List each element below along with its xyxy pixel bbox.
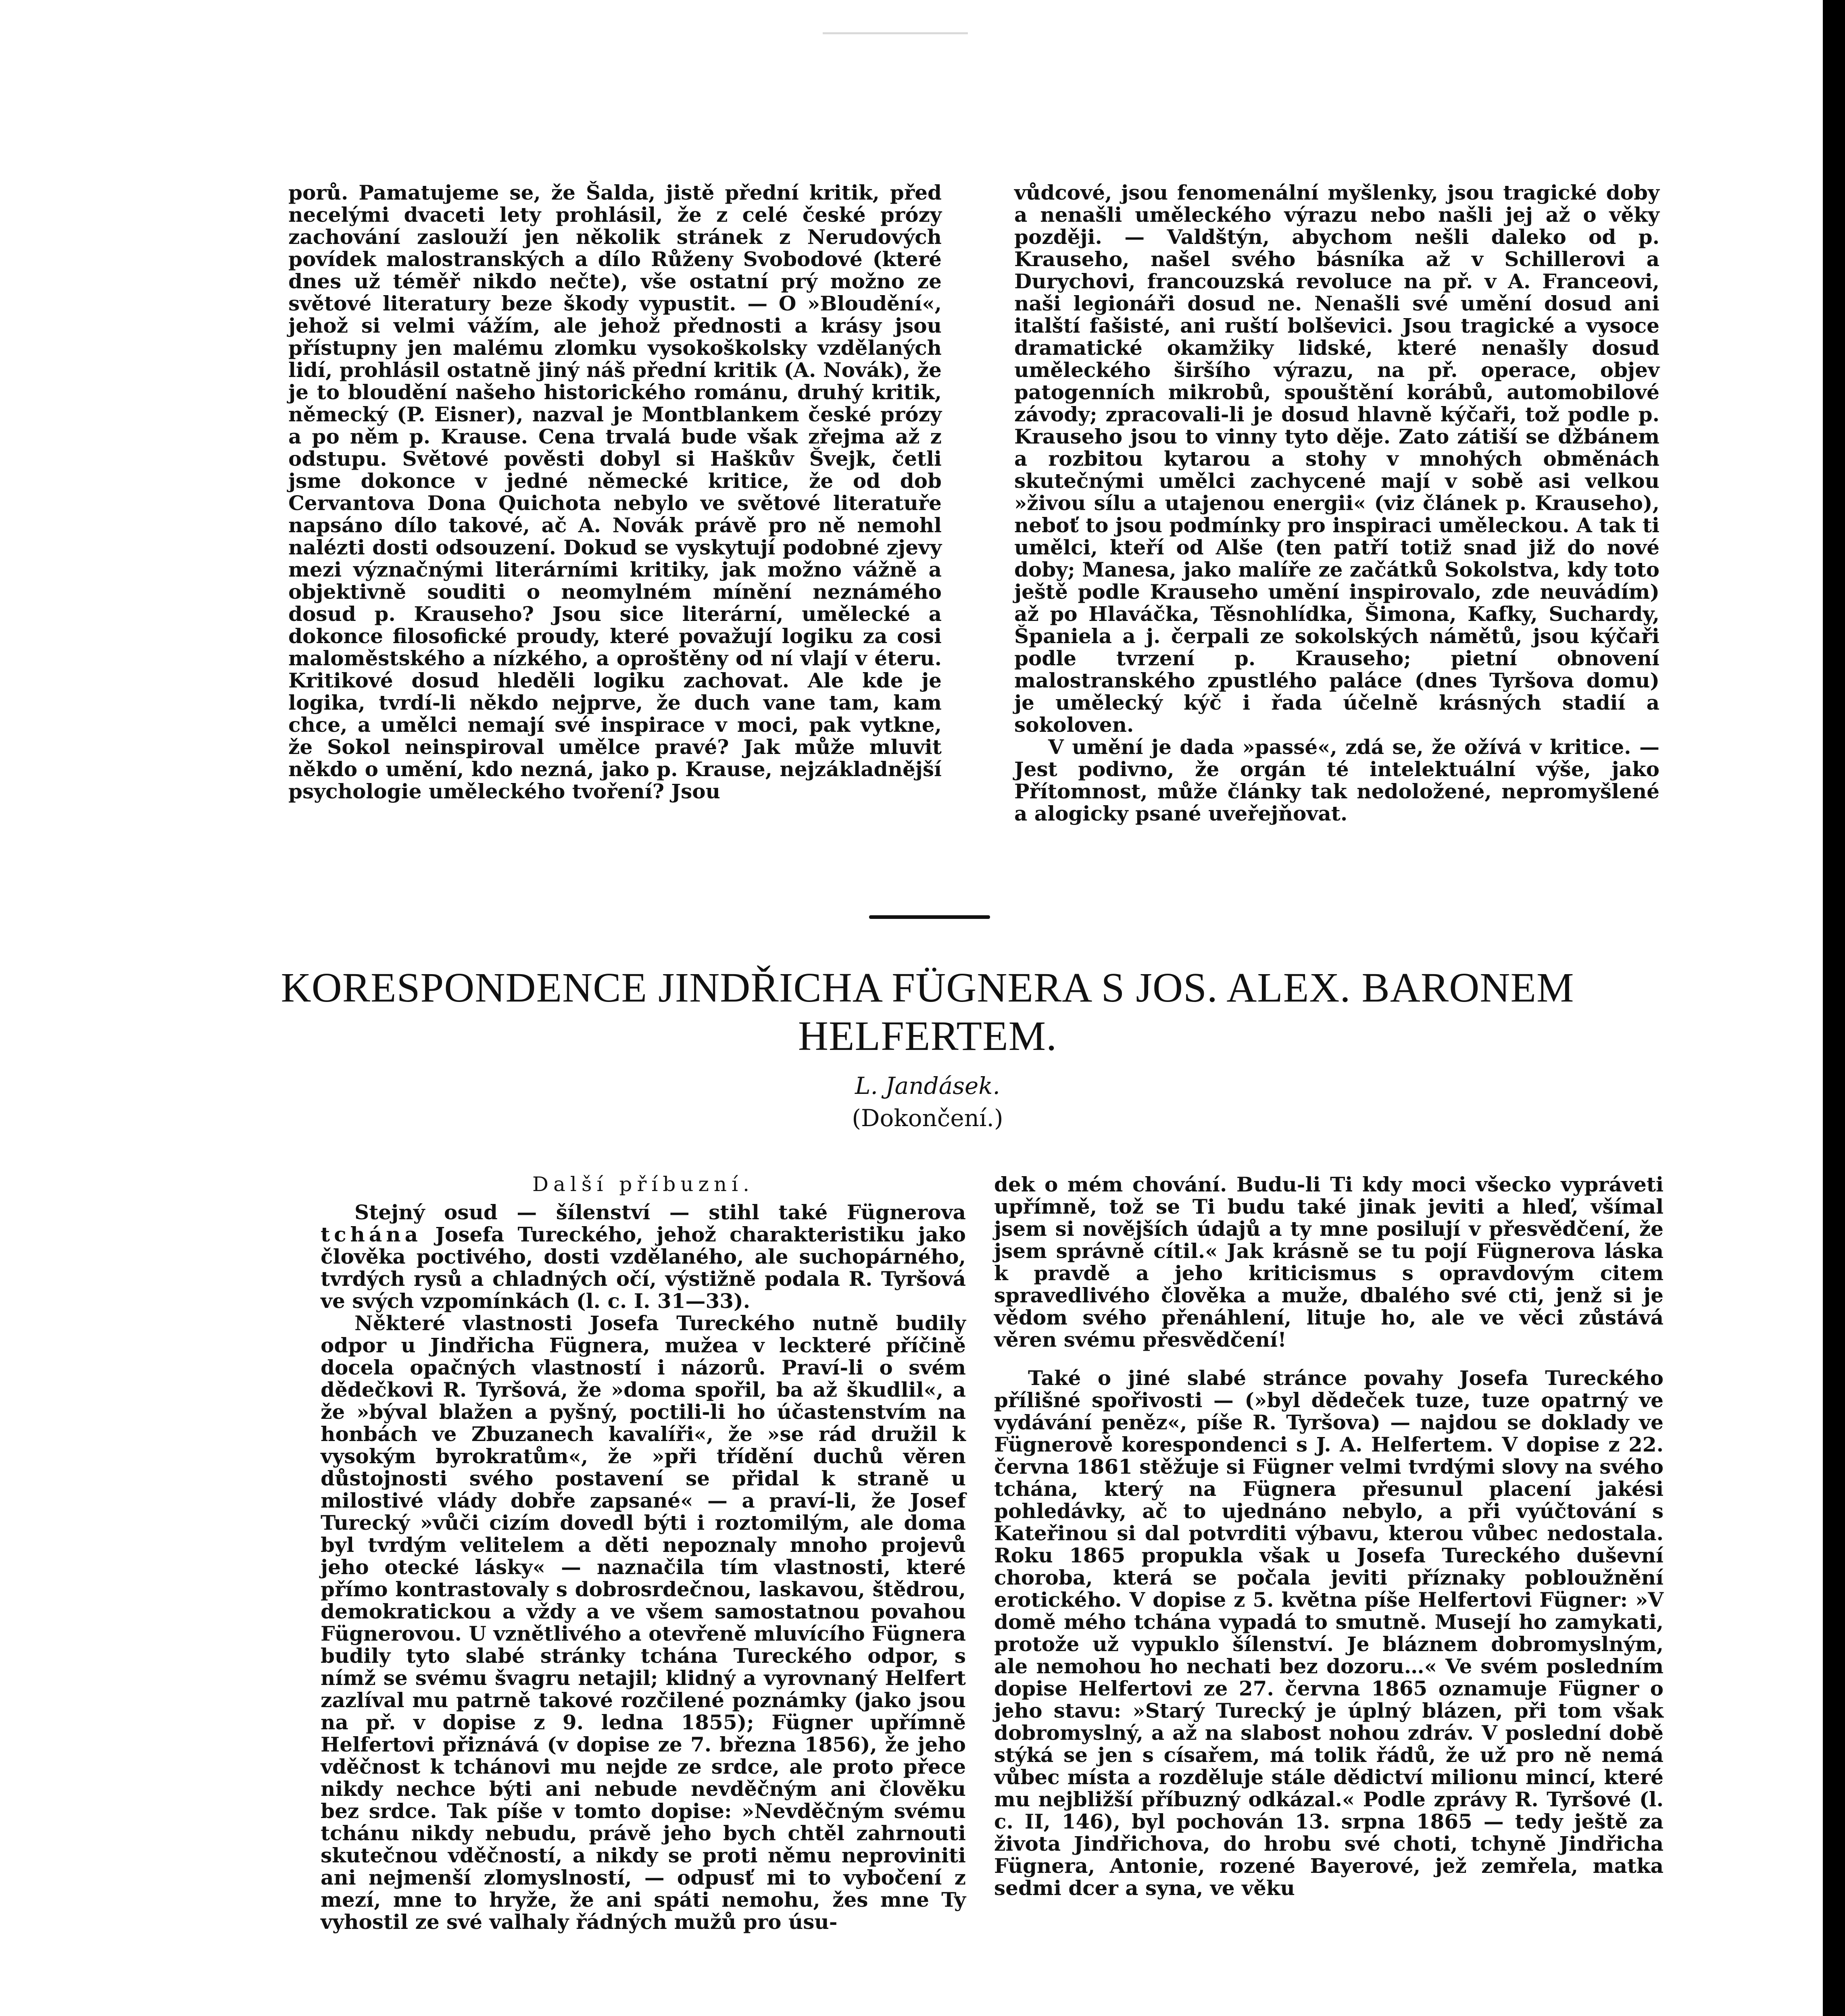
- section-divider: [869, 915, 990, 919]
- scan-smudge: [823, 32, 968, 50]
- upper-right-column: [1014, 181, 1659, 825]
- article-right-column: [994, 1173, 1664, 1899]
- upper-right-paragraph-1: vůdcové, jsou fenomenální myšlenky, jsou tragické doby a nenašli uměleckého výrazu nebo našli jej až o věky později. — Valdštýn, abychom nešli daleko od p. Krauseho, našel svého básníka až v Schillerovi a Durychovi, francouzská revoluce na př. v A. Franceovi, naši legionáři dosud ne. Nenašli své umění dosud ani italští fašisté, ani ruští bolševici. Jsou tragické a vysoce dramatické okamžiky lidské, které nenašly dosud uměleckého širšího výrazu, na př. operace, objev patogenních mikrobů, spouštění korábů, automobilové závody; zpracovali-li je dosud hlavně kýčaři, tož podle p. Krauseho jsou to vinny tyto děje. Zato zátiší se džbánem a rozbitou kytarou a stohy v mnohých obměnách skutečnými umělci zachycené mají v sobě asi velkou »živou sílu a utajenou energii« (viz článek p. Krauseho), neboť to jsou podmínky pro inspiraci uměleckou. A tak ti umělci, kteří od Alše (ten patří totiž snad již do nové doby; Manesa, jako malíře ze začátků Sokolstva, kdy toto ještě podle Krauseho umění inspirovalo, zde neuvádím) až po Hlaváčka, Těsnohlídka, Šimona, Kafky, Suchardy, Španiela a j. čerpali ze sokolských námětů, jsou kýčaři podle tvrzení p. Krauseho; pietní obnovení malostranského zpustlého paláce (dnes Tyršova domu) je umělecký kýč i řada účelně krásných stadií a sokoloven.: [1014, 181, 1659, 737]
- scan-border: [1823, 0, 1845, 2016]
- upper-right-paragraph-2: V umění je dada »passé«, zdá se, že ožívá v kritice. — Jest podivno, že orgán té intelektuální výše, jako Přítomnost, může články tak nedoložené, nepromyšlené a alogicky psané uveřejňovat.: [1014, 735, 1659, 825]
- article-author: L. Jandásek.: [855, 1072, 1000, 1100]
- article-right-paragraph-1: dek o mém chování. Budu-li Ti kdy moci všecko vypráveti upřímně, tož se Ti budu také jinak jeviti a hleď, všímal jsem si novějších údajů a ty mne posilují v přesvědčení, že jsem správně cítil.« Jak krásně se tu pojí Fügnerova láska k pravdě a jeho kriticismus s opravdovým citem spravedlivého člověka a muže, dbalého své cti, jenž si je vědom svého přenáhlení, lituje ho, ale ve věci zůstává věren svému přesvědčení!: [994, 1173, 1664, 1352]
- article-left-paragraph-1: [321, 1201, 966, 1312]
- article-title: KORESPONDENCE JINDŘICHA FÜGNERA S JOS. ALEX. BARONEM HELFERTEM.: [281, 964, 1574, 1059]
- paragraph-text-end: Josefa Tureckého, jehož charakteristiku jako člověka poctivého, dosti vzdělaného, ale suchopárného, tvrdých rysů a chladných očí, výstižně podala R. Tyršová ve svých vzpomínkách (l. c. I. 31—33).: [321, 1223, 966, 1313]
- article-subtitle: (Dokončení.): [852, 1104, 1003, 1132]
- upper-left-column: [288, 181, 942, 802]
- upper-left-paragraph: porů. Pamatujeme se, že Šalda, jistě přední kritik, před necelými dvaceti lety prohlásil, že z celé české prózy zachování zaslouží jen několik stránek z Nerudových povídek malostranských a dílo Růženy Svobodové (které dnes už téměř nikdo nečte), vše ostatní prý možno ze světové literatury beze škody vypustit. — O »Bloudění«, jehož si velmi vážím, ale jehož přednosti a krásy jsou přístupny jen malému zlomku vysokoškolsky vzdělaných lidí, prohlásil ostatně jiný náš přední kritik (A. Novák), že je to bloudění našeho historického románu, druhý kritik, německý (P. Eisner), nazval je Montblankem české prózy a po něm p. Krause. Cena trvalá bude však zřejma až z odstupu. Světové pověsti dobyl si Haškův Švejk, četli jsme dokonce v jedné německé kritice, že od dob Cervantova Dona Quichota nebylo ve světové literatuře napsáno dílo takové, ač A. Novák právě pro ně nemohl nalézti dosti odsouzení. Dokud se vyskytují podobné zjevy mezi význačnými literárními kritiky, jak možno vážně a objektivně souditi o neomylném mínění neznámého dosud p. Krauseho? Jsou sice literární, umělecké a dokonce filosofické proudy, které považují logiku za cosi maloměstského a nízkého, a oproštěny od ní vlají v éteru. Kritikové dosud hleděli logiku zachovat. Ale kde je logika, tvrdí-li někdo nejprve, že duch vane tam, kam chce, a umělci nemají své inspirace v moci, pak vytkne, že Sokol neinspiroval umělce pravé? Jak může mluvit někdo o umění, kdo nezná, jako p. Krause, nejzákladnější psychologie uměleckého tvoření? Jsou: [288, 181, 942, 803]
- paragraph-text-start: Stejný osud — šílenství — stihl také Fügnerova: [354, 1200, 966, 1224]
- article-left-paragraph-2: Některé vlastnosti Josefa Tureckého nutně budily odpor u Jindřicha Fügnera, mužea v leckteré příčině docela opačných vlastností i názorů. Praví-li o svém dědečkovi R. Tyršová, že »doma spořil, ba až škudlil«, a že »býval blažen a pyšný, poctili-li ho účastenstvím na honbách ve Zbuzanech kavalíři«, že »se rád družil k vysokým byrokratům«, že »při třídění duchů věren důstojnosti svého postavení se přidal k straně u milostivé vlády dobře zapsané« — a praví-li, že Josef Turecký »vůči cizím dovedl býti i roztomilým, ale doma byl tvrdým velitelem a děti nepoznaly mnoho projevů jeho otecké lásky« — naznačila tím vlastnosti, které přímo kontrastovaly s dobrosrdečnou, laskavou, štědrou, demokratickou a vždy a ve všem samostatnou povahou Fügnerovou. U vznětlivého a otevřeně mluvícího Fügnera budily tyto slabé stránky tchána Tureckého odpor, s nímž se svému švagru netajil; klidný a vyrovnaný Helfert zazlíval mu patrně takové rozčilené poznámky (jako jsou na př. v dopise z 9. ledna 1855); Fügner upřímně Helfertovi přiznává (v dopise ze 7. března 1856), že jeho vděčnost k tchánovi mu nejde ze srdce, ale proto přece nikdy nechce býti ani nebude nevděčným ani člověku bez srdce. Tak píše v tomto dopise: »Nevděčným svému tchánu nikdy nebudu, právě jeho bych chtěl zahrnouti skutečnou vděčností, a nikdy se proti němu neproviniti ani nejmenší zlomyslností, — odpusť mi to vybočení z mezí, mne to hryže, že ani spáti nemohu, žes mne Ty vyhostil ze své valhaly řádných mužů pro úsu-: [321, 1311, 966, 1934]
- section-heading: Další příbuzní.: [532, 1173, 754, 1196]
- article-right-paragraph-2: Také o jiné slabé stránce povahy Josefa Tureckého přílišné spořivosti — (»byl dědeček tuze, tuze opatrný ve vydávání peněz«, píše R. Tyršova) — najdou se doklady ve Fügnerově korespondenci s J. A. Helfertem. V dopise z 22. června 1861 stěžuje si Fügner velmi tvrdými slovy na svého tchána, který na Fügnera přesunul placení jakési pohledávky, ač to ujednáno nebylo, a při vyúčtování s Kateřinou si dal potvrditi výbavu, kterou vůbec nedostala. Roku 1865 propukla však u Josefa Tureckého duševní choroba, která se počala jeviti příznaky pobloužnění erotického. V dopise z 5. května píše Helfertovi Fügner: »V domě mého tchána vypadá to smutně. Musejí ho zamykati, protože už vypuklo šílenství. Je bláznem dobromyslným, ale nemohou ho nechati bez dozoru…« Ve svém posledním dopise Helfertovi ze 27. června 1865 oznamuje Fügner o jeho stavu: »Starý Turecký je úplný blázen, při tom však dobromyslný, a až na slabost nohou zdráv. V poslední době stýká se jen s císařem, má tolik řádů, že už pro ně nemá vůbec místa a rozděluje stále dědictví milionu mincí, které mu nejbližší příbuzný odkázal.« Podle zprávy R. Tyršové (l. c. II, 146), byl pochován 13. srpna 1865 — tedy ještě za života Jindřichova, do hrobu své choti, tchyně Jindřicha Fügnera, Antonie, rozené Bayerové, jež zemřela, matka sedmi dcer a syna, ve věku: [994, 1366, 1664, 1900]
- article-left-column: [321, 1173, 966, 1933]
- spaced-word: tchána: [321, 1223, 422, 1246]
